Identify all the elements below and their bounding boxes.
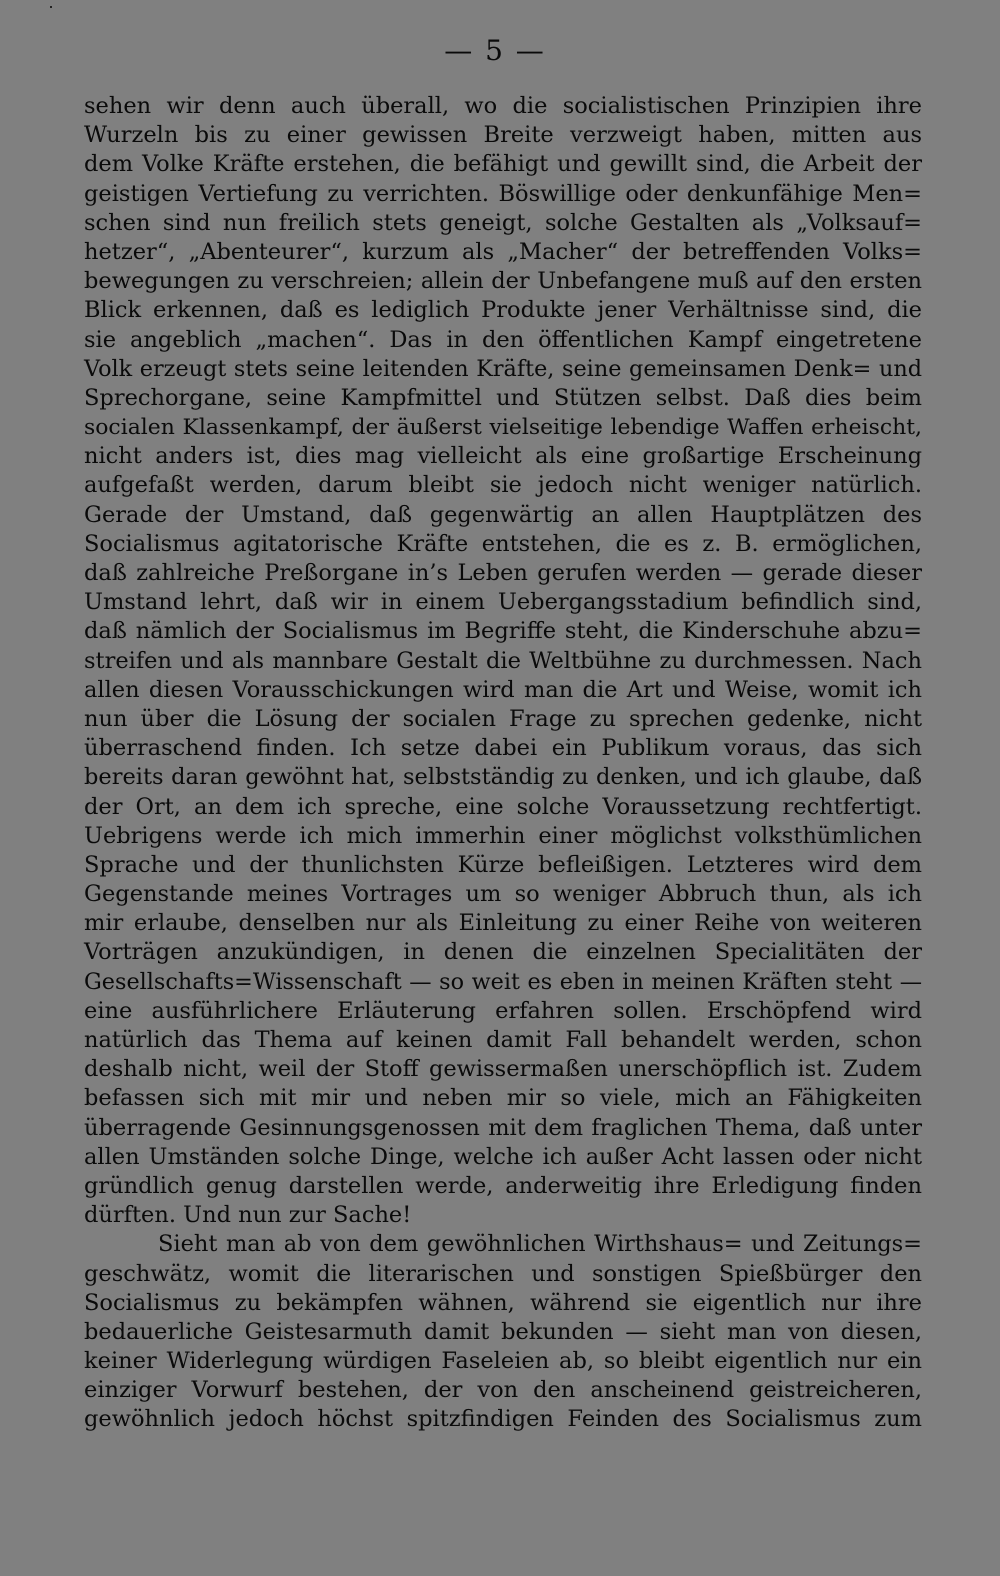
text-line: allen Umständen solche Dinge, welche ich außer Acht lassen oder nicht	[84, 1143, 922, 1170]
text-line: Gerade der Umstand, daß gegenwärtig an allen Hauptplätzen des	[84, 501, 922, 528]
text-line: einziger Vorwurf bestehen, der von den anscheinend geistreicheren,	[84, 1377, 922, 1404]
text-line: Sprechorgane, seine Kampfmittel und Stützen selbst. Daß dies beim	[84, 384, 922, 411]
text-line: Wurzeln bis zu einer gewissen Breite verzweigt haben, mitten aus	[84, 122, 922, 149]
text-line: überraschend finden. Ich setze dabei ein Publikum voraus, das sich	[84, 735, 922, 762]
text-line: sehen wir denn auch überall, wo die socialistischen Prinzipien ihre	[84, 93, 922, 119]
text-line: hetzer“, „Abenteurer“, kurzum als „Macher“ der betreffenden Volks=	[84, 238, 922, 265]
text-line: natürlich das Thema auf keinen damit Fall behandelt werden, schon	[84, 1027, 922, 1053]
text-line: überragende Gesinnungsgenossen mit dem fraglichen Thema, daß unter	[84, 1114, 922, 1141]
page-number: — 5 —	[444, 34, 546, 67]
text-line: nicht anders ist, dies mag vielleicht als eine großartige Erscheinung	[84, 443, 922, 470]
text-line: Uebrigens werde ich mich immerhin einer möglichst volksthümlichen	[84, 822, 922, 849]
text-line: deshalb nicht, weil der Stoff gewissermaßen unerschöpflich ist. Zudem	[84, 1056, 922, 1083]
text-line: Umstand lehrt, daß wir in einem Uebergangsstadium befindlich sind,	[84, 589, 922, 616]
text-line: gründlich genug darstellen werde, anderweitig ihre Erledigung finden	[84, 1172, 922, 1199]
text-line: socialen Klassenkampf, der äußerst vielseitige lebendige Waffen erheischt,	[84, 415, 922, 441]
text-line: aufgefaßt werden, darum bleibt sie jedoch nicht weniger natürlich.	[84, 472, 922, 499]
text-line: der Ort, an dem ich spreche, eine solche Voraussetzung rechtfertigt.	[84, 793, 922, 820]
text-line: Socialismus agitatorische Kräfte entstehen, die es z. B. ermöglichen,	[84, 530, 922, 557]
text-line: sie angeblich „machen“. Das in den öffentlichen Kampf eingetretene	[84, 326, 922, 353]
text-line: bedauerliche Geistesarmuth damit bekunden — sieht man von diesen,	[84, 1318, 922, 1345]
text-line: allen diesen Vorausschickungen wird man die Art und Weise, womit ich	[84, 676, 922, 703]
text-line: Socialismus zu bekämpfen wähnen, während sie eigentlich nur ihre	[84, 1289, 922, 1316]
text-line: daß zahlreiche Preßorgane in’s Leben gerufen werden — gerade dieser	[84, 560, 922, 586]
text-line: Blick erkennen, daß es lediglich Produkte jener Verhältnisse sind, die	[84, 297, 922, 324]
text-line: dem Volke Kräfte erstehen, die befähigt und gewillt sind, die Arbeit der	[84, 151, 922, 178]
text-line: befassen sich mit mir und neben mir so viele, mich an Fähigkeiten	[84, 1085, 922, 1112]
text-line: Volk erzeugt stets seine leitenden Kräfte, seine gemeinsamen Denk= und	[84, 355, 922, 382]
text-line: gewöhnlich jedoch höchst spitzfindigen Feinden des Socialismus zum	[84, 1406, 922, 1433]
paragraph-start-line: Sieht man ab von dem gewöhnlichen Wirthshaus= und Zeitungs=	[158, 1231, 922, 1258]
text-line: bewegungen zu verschreien; allein der Unbefangene muß auf den ersten	[84, 268, 922, 295]
text-line: keiner Widerlegung würdigen Faseleien ab, so bleibt eigentlich nur ein	[84, 1348, 922, 1375]
text-line: eine ausführlichere Erläuterung erfahren sollen. Erschöpfend wird	[84, 997, 922, 1024]
text-line: Vorträgen anzukündigen, in denen die einzelnen Specialitäten der	[84, 939, 922, 966]
text-line: Gesellschafts=Wissenschaft — so weit es eben in meinen Kräften steht —	[84, 968, 922, 995]
text-line: geschwätz, womit die literarischen und sonstigen Spießbürger den	[84, 1260, 922, 1287]
text-line: daß nämlich der Socialismus im Begriffe steht, die Kinderschuhe abzu=	[84, 618, 922, 645]
text-line: streifen und als mannbare Gestalt die Weltbühne zu durchmessen. Nach	[84, 647, 922, 674]
text-line: Sprache und der thunlichsten Kürze befleißigen. Letzteres wird dem	[84, 851, 922, 878]
paragraph-end-line: dürften. Und nun zur Sache!	[84, 1202, 412, 1229]
text-line: Gegenstande meines Vortrages um so weniger Abbruch thun, als ich	[84, 881, 922, 908]
text-line: mir erlaube, denselben nur als Einleitung zu einer Reihe von weiteren	[84, 910, 922, 937]
text-line: schen sind nun freilich stets geneigt, solche Gestalten als „Volksauf=	[84, 209, 922, 236]
scan-speck	[50, 6, 52, 8]
body-text	[84, 92, 922, 1435]
text-line: bereits daran gewöhnt hat, selbstständig zu denken, und ich glaube, daß	[84, 764, 922, 791]
text-line: geistigen Vertiefung zu verrichten. Böswillige oder denkunfähige Men=	[84, 180, 922, 207]
text-line: nun über die Lösung der socialen Frage zu sprechen gedenke, nicht	[84, 705, 922, 732]
